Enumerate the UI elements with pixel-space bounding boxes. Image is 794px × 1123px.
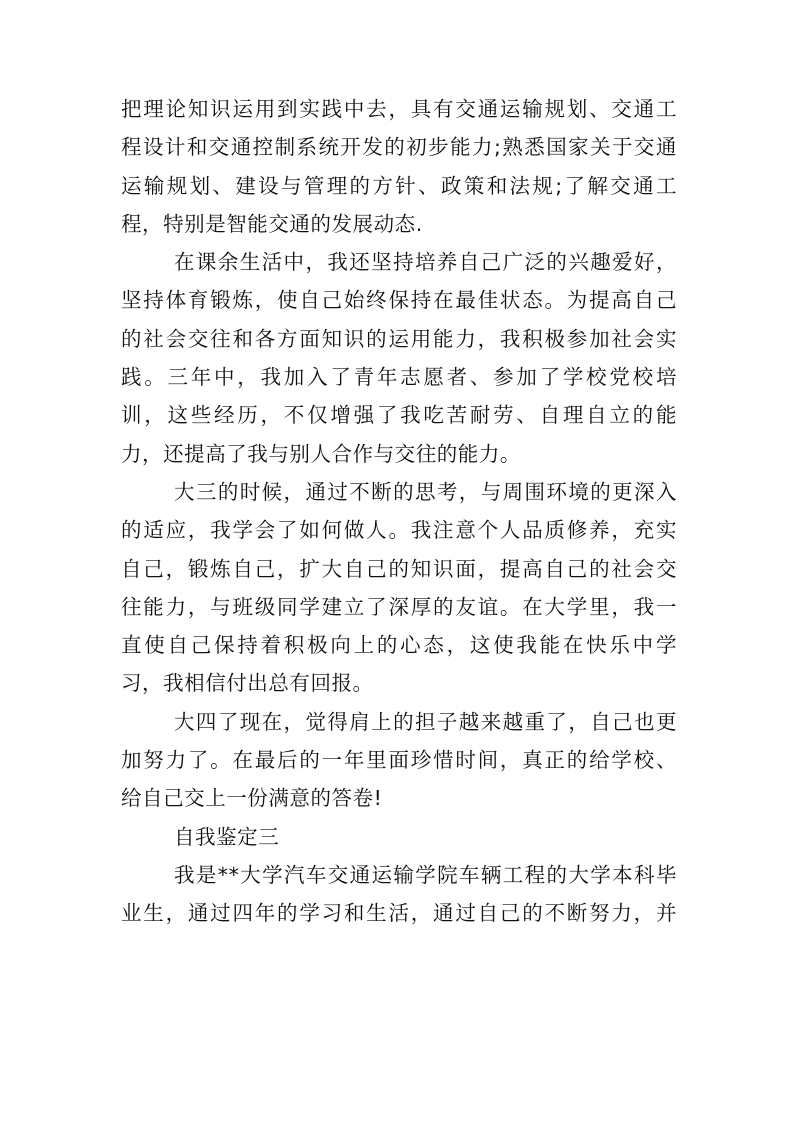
paragraph-line: 把理论知识运用到实践中去，具有交通运输规划、交通工 [121,97,677,121]
paragraph-line: 自己，锻炼自己，扩大自己的知识面，提高自己的社会交 [121,556,677,581]
paragraph-line: 的适应，我学会了如何做人。我注意个人品质修养，充实 [121,518,677,543]
paragraph-line: 我是**大学汽车交通运输学院车辆工程的大学本科毕 [174,862,677,887]
paragraph-line: 程设计和交通控制系统开发的初步能力;熟悉国家关于交通 [121,135,677,160]
section-heading: 自我鉴定三 [174,824,280,849]
paragraph-line: 训，这些经历，不仅增强了我吃苦耐劳、自理自立的能 [121,403,677,428]
paragraph-line: 的社会交往和各方面知识的运用能力，我积极参加社会实 [121,326,677,351]
paragraph-line: 直使自己保持着积极向上的心态，这使我能在快乐中学 [121,633,677,658]
paragraph-line: 运输规划、建设与管理的方针、政策和法规;了解交通工 [121,173,677,198]
paragraph-line: 给自己交上一份满意的答卷! [121,786,383,811]
paragraph-line: 坚持体育锻炼，使自己始终保持在最佳状态。为提高自己 [121,288,677,313]
paragraph-line: 践。三年中，我加入了青年志愿者、参加了学校党校培 [121,365,677,390]
document-body [121,90,677,933]
paragraph-line: 在课余生活中，我还坚持培养自己广泛的兴趣爱好， [174,250,677,275]
paragraph-line: 大三的时候，通过不断的思考，与周围环境的更深入 [174,479,677,504]
paragraph-line: 业生，通过四年的学习和生活，通过自己的不断努力，并 [121,901,677,926]
paragraph-line: 程，特别是智能交通的发展动态. [121,211,423,236]
paragraph-line: 力，还提高了我与别人合作与交往的能力。 [121,441,521,466]
paragraph-line: 大四了现在，觉得肩上的担子越来越重了，自己也更 [174,709,677,734]
paragraph-line: 往能力，与班级同学建立了深厚的友谊。在大学里，我一 [121,594,677,619]
paragraph-line: 加努力了。在最后的一年里面珍惜时间，真正的给学校、 [121,748,677,773]
paragraph-line: 习，我相信付出总有回报。 [121,671,374,696]
